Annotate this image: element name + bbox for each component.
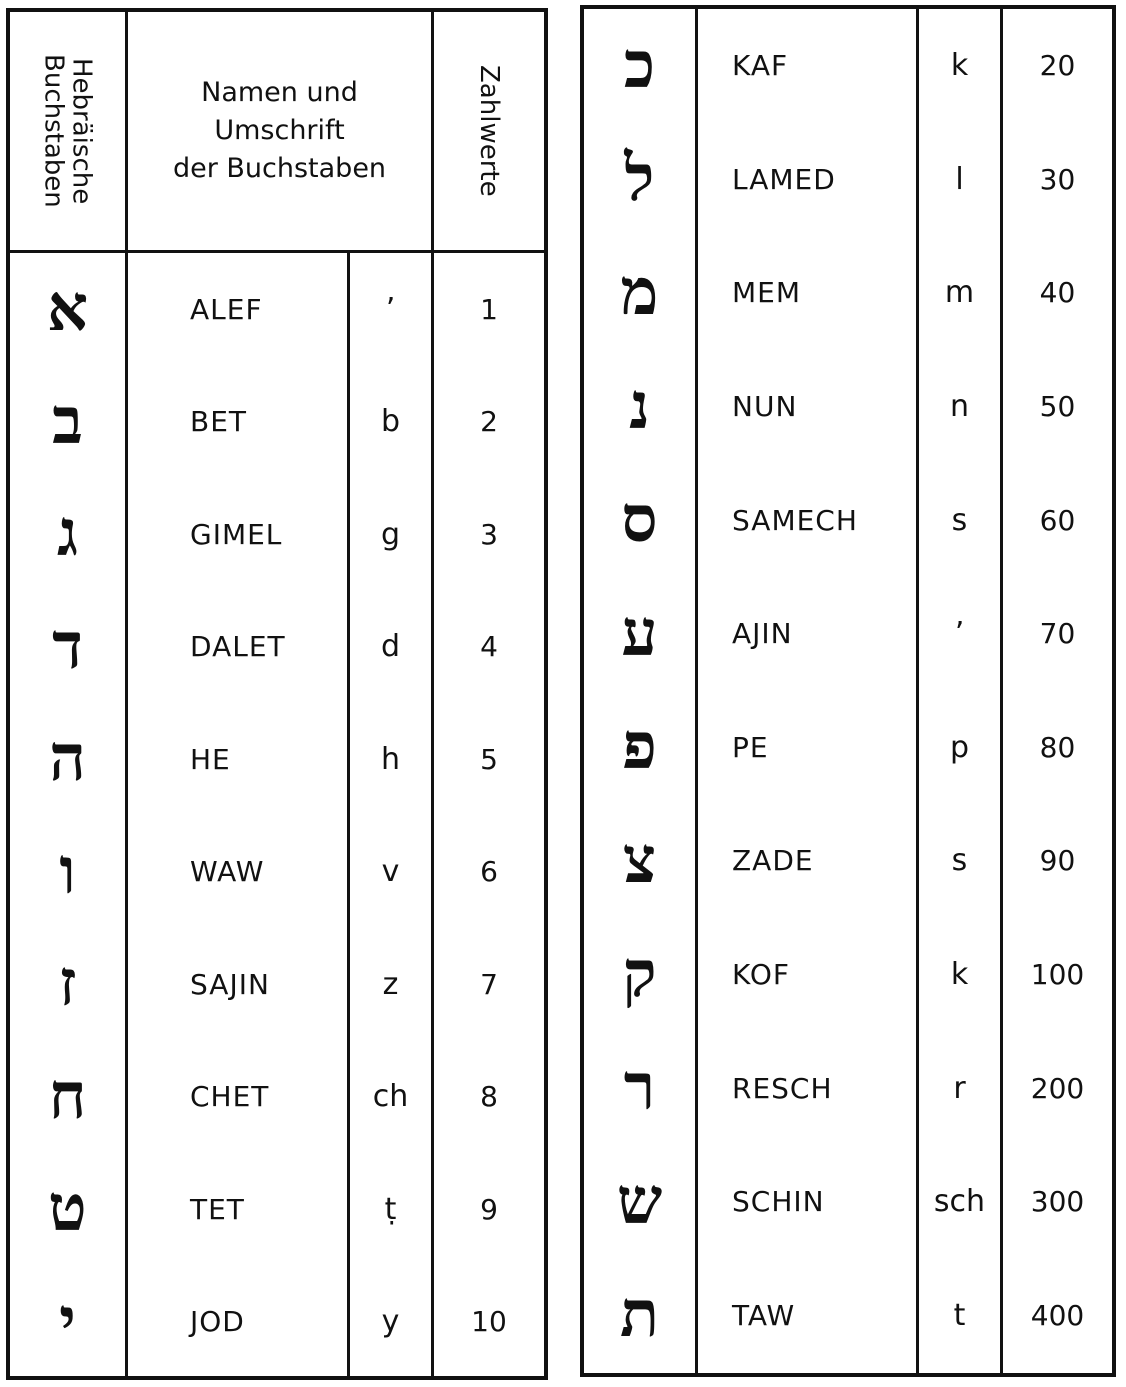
header-values-cell	[434, 12, 544, 250]
letter-name: SAMECH	[732, 503, 858, 537]
letter-name: RESCH	[732, 1071, 833, 1105]
transliteration: ch	[372, 1079, 409, 1115]
letter-name: HE	[190, 742, 231, 776]
table-row	[584, 804, 1112, 918]
hebrew-letter: ל	[624, 141, 655, 217]
numeric-value: 200	[1030, 1071, 1085, 1105]
hebrew-letter: ק	[622, 936, 657, 1012]
numeric-value: 90	[1039, 844, 1076, 878]
table-row	[10, 1153, 544, 1266]
table-row	[10, 591, 544, 704]
transliteration: b	[380, 404, 401, 440]
table-row	[584, 1259, 1112, 1373]
letter-name: NUN	[732, 390, 798, 424]
table-row	[584, 1145, 1112, 1259]
transliteration: z	[382, 966, 399, 1002]
numeric-value: 1	[480, 292, 498, 326]
hebrew-letter: ט	[48, 1171, 87, 1247]
table-row	[584, 1031, 1112, 1145]
letter-name: LAMED	[732, 162, 836, 196]
hebrew-letter: כ	[623, 27, 656, 103]
hebrew-letter: פ	[622, 709, 657, 785]
transliteration: p	[949, 729, 970, 765]
numeric-value: 40	[1039, 276, 1076, 310]
numeric-value: 50	[1039, 390, 1076, 424]
numeric-value: 3	[480, 517, 498, 551]
alphabet-table-left	[6, 8, 548, 1380]
letter-name: SCHIN	[732, 1185, 825, 1219]
table-row	[10, 253, 544, 366]
table-row	[10, 816, 544, 929]
letter-name: BET	[190, 405, 248, 439]
letter-name: JOD	[190, 1305, 245, 1339]
table-row	[10, 1041, 544, 1154]
letter-name: GIMEL	[190, 517, 283, 551]
hebrew-letter: ע	[621, 595, 658, 671]
letter-name: ALEF	[190, 292, 263, 326]
table-row	[584, 577, 1112, 691]
table-row	[10, 703, 544, 816]
numeric-value: 6	[480, 855, 498, 889]
transliteration: ’	[954, 616, 965, 652]
transliteration: ṭ	[384, 1191, 397, 1227]
transliteration: s	[951, 502, 968, 538]
letter-name: TAW	[732, 1298, 796, 1332]
transliteration: g	[380, 516, 401, 552]
hebrew-letter: ה	[49, 721, 86, 797]
numeric-value: 2	[480, 405, 498, 439]
transliteration: s	[951, 843, 968, 879]
hebrew-letter: צ	[622, 822, 657, 898]
table-row	[584, 9, 1112, 123]
letter-name: CHET	[190, 1080, 270, 1114]
numeric-value: 60	[1039, 503, 1076, 537]
numeric-value: 20	[1039, 49, 1076, 83]
hebrew-letter: ו	[59, 833, 76, 909]
table-row	[584, 123, 1112, 237]
table-row	[10, 478, 544, 591]
transliteration: t	[953, 1297, 966, 1333]
letter-name: ZADE	[732, 844, 814, 878]
letter-name: AJIN	[732, 617, 793, 651]
hebrew-letter: ב	[52, 383, 83, 459]
table-row	[584, 236, 1112, 350]
hebrew-letter: ת	[619, 1277, 660, 1353]
hebrew-letter: ד	[52, 608, 83, 684]
numeric-value: 100	[1030, 958, 1085, 992]
header-names: Namen und Umschrift der Buchstaben	[172, 77, 387, 184]
table-row	[584, 918, 1112, 1032]
table-row	[584, 463, 1112, 577]
transliteration: m	[944, 275, 975, 311]
numeric-value: 30	[1039, 162, 1076, 196]
transliteration: d	[380, 629, 401, 665]
numeric-value: 4	[480, 630, 498, 664]
numeric-value: 70	[1039, 617, 1076, 651]
header-names-cell	[128, 12, 431, 250]
header-letters-cell	[10, 12, 125, 250]
numeric-value: 300	[1030, 1185, 1085, 1219]
table-row	[10, 928, 544, 1041]
transliteration: ’	[385, 291, 396, 327]
transliteration: v	[381, 854, 400, 890]
transliteration: sch	[933, 1184, 986, 1220]
transliteration: k	[950, 48, 969, 84]
table-row	[10, 1266, 544, 1379]
letter-name: KOF	[732, 958, 790, 992]
numeric-value: 7	[480, 967, 498, 1001]
table-row	[584, 691, 1112, 805]
hebrew-letter: י	[59, 1283, 76, 1359]
letter-name: KAF	[732, 49, 789, 83]
header-values: Zahlwerte	[474, 65, 504, 197]
hebrew-letter: ח	[48, 1058, 87, 1134]
transliteration: y	[381, 1304, 400, 1340]
hebrew-letter: ש	[616, 1163, 663, 1239]
letter-name: MEM	[732, 276, 802, 310]
letter-name: DALET	[190, 630, 286, 664]
hebrew-letter: א	[46, 271, 89, 347]
numeric-value: 5	[480, 742, 498, 776]
hebrew-letter: ס	[621, 482, 658, 558]
transliteration: h	[380, 741, 400, 777]
numeric-value: 8	[480, 1080, 498, 1114]
table-row	[584, 350, 1112, 464]
hebrew-letter: מ	[620, 254, 659, 330]
numeric-value: 10	[471, 1305, 507, 1339]
transliteration: l	[955, 161, 964, 197]
numeric-value: 9	[480, 1192, 498, 1226]
hebrew-letter: ג	[56, 496, 79, 572]
hebrew-letter: ז	[58, 946, 77, 1022]
table-row	[10, 366, 544, 479]
letter-name: PE	[732, 730, 769, 764]
hebrew-letter: נ	[629, 368, 650, 444]
numeric-value: 400	[1030, 1298, 1085, 1332]
numeric-value: 80	[1039, 730, 1076, 764]
letter-name: TET	[190, 1192, 245, 1226]
alphabet-table-right	[580, 5, 1116, 1377]
transliteration: r	[953, 1070, 966, 1106]
letter-name: SAJIN	[190, 967, 270, 1001]
letter-name: WAW	[190, 855, 265, 889]
transliteration: k	[950, 957, 969, 993]
transliteration: n	[949, 389, 969, 425]
header-letters: Hebräische Buchstaben	[38, 54, 97, 208]
hebrew-letter: ר	[623, 1050, 656, 1126]
